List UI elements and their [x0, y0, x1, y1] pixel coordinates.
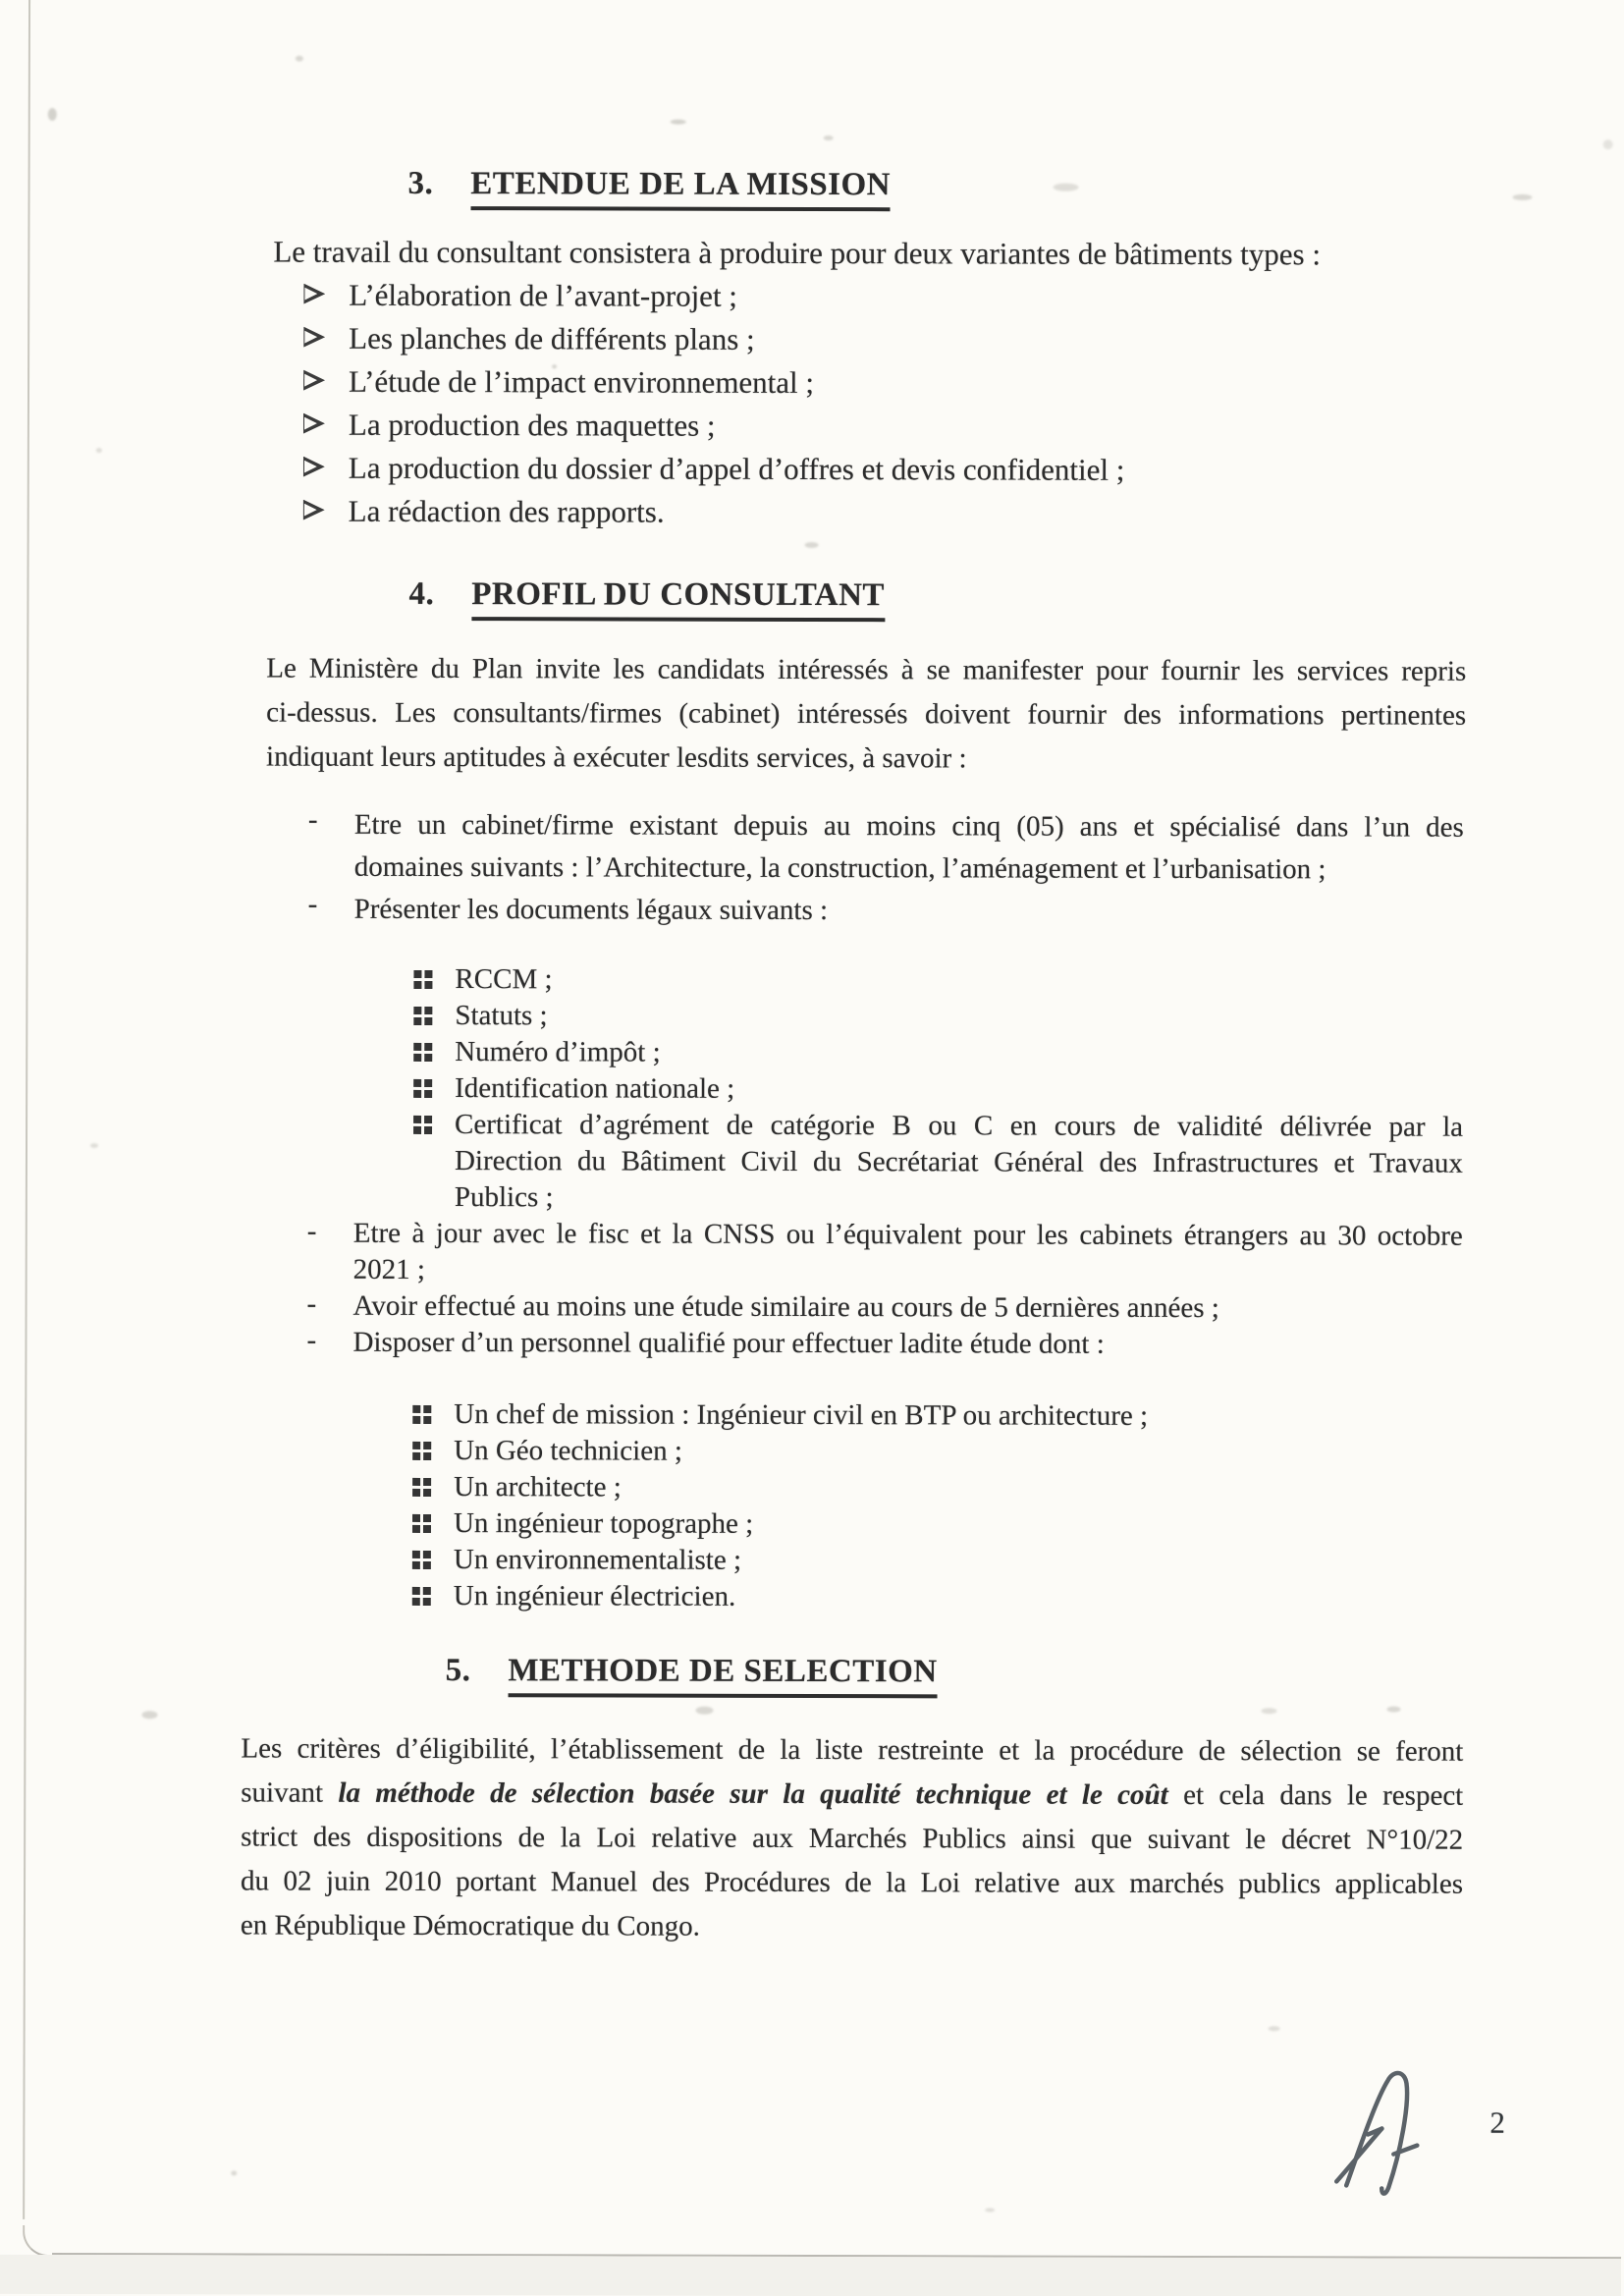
mission-scope-list [303, 275, 1125, 536]
signature-initials [1330, 2059, 1446, 2202]
paper-speck [1513, 194, 1533, 200]
section-5-number: 5. [445, 1653, 471, 1689]
list-item-text: L’élaboration de l’avant-projet ; [349, 277, 738, 313]
section-4-intro-line-3: indiquant leurs aptitudes à exécuter lesdits services, à savoir : [265, 740, 967, 775]
requirement-line: Présenter les documents légaux suivants : [353, 893, 829, 927]
paper-speck [985, 2208, 995, 2212]
paper-speck [1054, 184, 1079, 191]
list-item-text: Un environnementaliste ; [453, 1544, 742, 1576]
page-number: 2 [1489, 2105, 1505, 2140]
list-item-text: La production des maquettes ; [348, 407, 716, 443]
list-item [308, 804, 1464, 892]
list-item-text [455, 1107, 1463, 1219]
requirement-line: Disposer d’un personnel qualifié pour effectuer ladite étude dont : [352, 1326, 1105, 1360]
certificate-line: Certificat d’agrément de catégorie B ou C en cours de validité délivrée par la [455, 1109, 1464, 1143]
list-item [303, 275, 1125, 320]
scan-edge-left [23, 0, 30, 2219]
list-item-text: La production du dossier d’appel d’offres et devis confidentiel ; [348, 450, 1125, 487]
arrow-bullet-icon [303, 370, 327, 392]
section-4-heading [408, 576, 885, 614]
dash-bullet: - [307, 803, 318, 836]
list-item-text: Les planches de différents plans ; [349, 320, 755, 356]
paper-speck [805, 542, 819, 548]
list-item [303, 405, 1125, 450]
list-item [307, 1216, 1463, 1291]
section-5-line-2 [241, 1771, 1463, 1818]
paper-speck [671, 120, 686, 125]
arrow-bullet-icon [303, 457, 327, 478]
requirements-list-top [308, 804, 1464, 934]
dash-bullet: - [306, 1215, 317, 1247]
section-5-line-2-start: suivant [241, 1777, 339, 1809]
list-item-text: La rédaction des rapports. [348, 493, 665, 529]
list-item [306, 1325, 1462, 1364]
arrow-bullet-icon [303, 284, 327, 305]
scan-background-strip [0, 2255, 1621, 2296]
list-item-text: Un ingénieur électricien. [453, 1580, 736, 1613]
paper-speck [90, 1143, 98, 1148]
certificate-line: Publics ; [454, 1181, 554, 1214]
staff-list [411, 1396, 1148, 1616]
section-4-title: PROFIL DU CONSULTANT [471, 576, 885, 622]
paper-speck [48, 108, 57, 121]
section-5-line-4: du 02 juin 2010 portant Manuel des Procédures de la Loi relative aux marchés publics applicables [241, 1865, 1464, 1900]
paper-speck [695, 1707, 713, 1715]
certificate-item [412, 1107, 1463, 1219]
list-item-text: Un Géo technicien ; [454, 1435, 682, 1467]
section-4-intro [266, 647, 1466, 783]
list-item [303, 361, 1125, 407]
section-5-paragraph [241, 1726, 1464, 1950]
list-item-text: Un chef de mission : Ingénieur civil en BTP ou architecture ; [454, 1398, 1149, 1432]
certificate-line: Direction du Bâtiment Civil du Secrétariat Général des Infrastructures et Travaux [454, 1145, 1464, 1179]
list-item-text: Un architecte ; [454, 1471, 622, 1503]
requirement-line: Etre un cabinet/firme existant depuis au moins cinq (05) ans et spécialisé dans l’un des [353, 808, 1464, 844]
list-item-text [352, 1325, 1462, 1364]
list-item [412, 998, 1463, 1037]
list-item-text: Un ingénieur topographe ; [453, 1507, 754, 1540]
list-item [303, 491, 1125, 536]
paper-speck [824, 136, 834, 140]
section-4-intro-line-1: Le Ministère du Plan invite les candidats intéressés à se manifester pour fournir les services repris [266, 652, 1467, 687]
list-item [412, 961, 1463, 1001]
requirement-line: Avoir effectué au moins une étude similaire au cours de 5 dernières années ; [352, 1289, 1219, 1325]
list-item [303, 448, 1125, 493]
list-item [411, 1396, 1148, 1435]
section-3-number: 3. [407, 165, 434, 201]
section-5-line-3: strict des dispositions de la Loi relative aux Marchés Publics ainsi que suivant le décret N°10/22 [241, 1821, 1464, 1856]
arrow-bullet-icon [303, 413, 327, 435]
list-item [411, 1505, 1148, 1544]
list-item-text: Identification nationale ; [455, 1072, 735, 1105]
list-item [412, 1034, 1463, 1073]
paper-speck [1269, 2026, 1280, 2031]
list-item-text: Numéro d’impôt ; [455, 1036, 661, 1068]
section-5-line-1: Les critères d’éligibilité, l’établissement de la liste restreinte et la procédure de sélection se feront [241, 1732, 1464, 1768]
legal-documents-list [412, 961, 1464, 1219]
list-item-text [354, 804, 1464, 892]
requirement-line: 2021 ; [352, 1253, 426, 1285]
list-item [307, 1288, 1463, 1328]
dash-bullet: - [306, 1324, 317, 1356]
paper-speck [552, 364, 557, 368]
list-item-text: RCCM ; [455, 963, 553, 996]
list-item [411, 1578, 1148, 1616]
list-item-text [353, 1288, 1463, 1328]
dash-bullet: - [307, 888, 318, 920]
list-item [308, 889, 1464, 934]
section-5-heading [446, 1653, 938, 1690]
list-item [411, 1433, 1148, 1471]
requirements-list-bottom [306, 1216, 1462, 1364]
paper-speck [296, 56, 303, 62]
list-item [412, 1070, 1463, 1110]
paper-speck [1261, 1708, 1276, 1714]
arrow-bullet-icon [303, 500, 327, 521]
selection-method-emphasis: la méthode de sélection basée sur la qualité technique et le coût [338, 1777, 1168, 1811]
section-5-title: METHODE DE SELECTION [508, 1653, 937, 1698]
arrow-bullet-icon [303, 327, 327, 349]
list-item-text [353, 1216, 1463, 1291]
paper-speck [231, 2170, 237, 2175]
paper-speck [1386, 1707, 1400, 1713]
dash-bullet: - [306, 1287, 317, 1320]
list-item-text: Statuts ; [455, 1000, 548, 1032]
requirement-line: Etre à jour avec le fisc et la CNSS ou l’équivalent pour les cabinets étrangers au 30 octobre [352, 1217, 1463, 1252]
section-3-title: ETENDUE DE LA MISSION [470, 166, 891, 211]
list-item-text: L’étude de l’impact environnemental ; [348, 363, 815, 401]
list-item [303, 318, 1125, 363]
section-4-number: 4. [408, 575, 435, 612]
section-5-line-2-end: et cela dans le respect [1167, 1778, 1464, 1812]
section-5-line-5: en République Démocratique du Congo. [240, 1909, 700, 1942]
paper-speck [141, 1711, 157, 1719]
list-item [411, 1469, 1148, 1507]
list-item [411, 1542, 1148, 1580]
paper-speck [96, 448, 102, 453]
list-item-text [354, 889, 1464, 934]
section-4-intro-line-2: ci-dessus. Les consultants/firmes (cabinet) intéressés doivent fournir des informations pertinentes [266, 696, 1467, 732]
paper-speck [1603, 139, 1613, 149]
requirement-line: domaines suivants : l’Architecture, la construction, l’aménagement et l’urbanisation ; [353, 850, 1326, 886]
section-3-intro: Le travail du consultant consistera à produire pour deux variantes de bâtiments types : [273, 234, 1322, 272]
section-3-heading [408, 166, 892, 203]
